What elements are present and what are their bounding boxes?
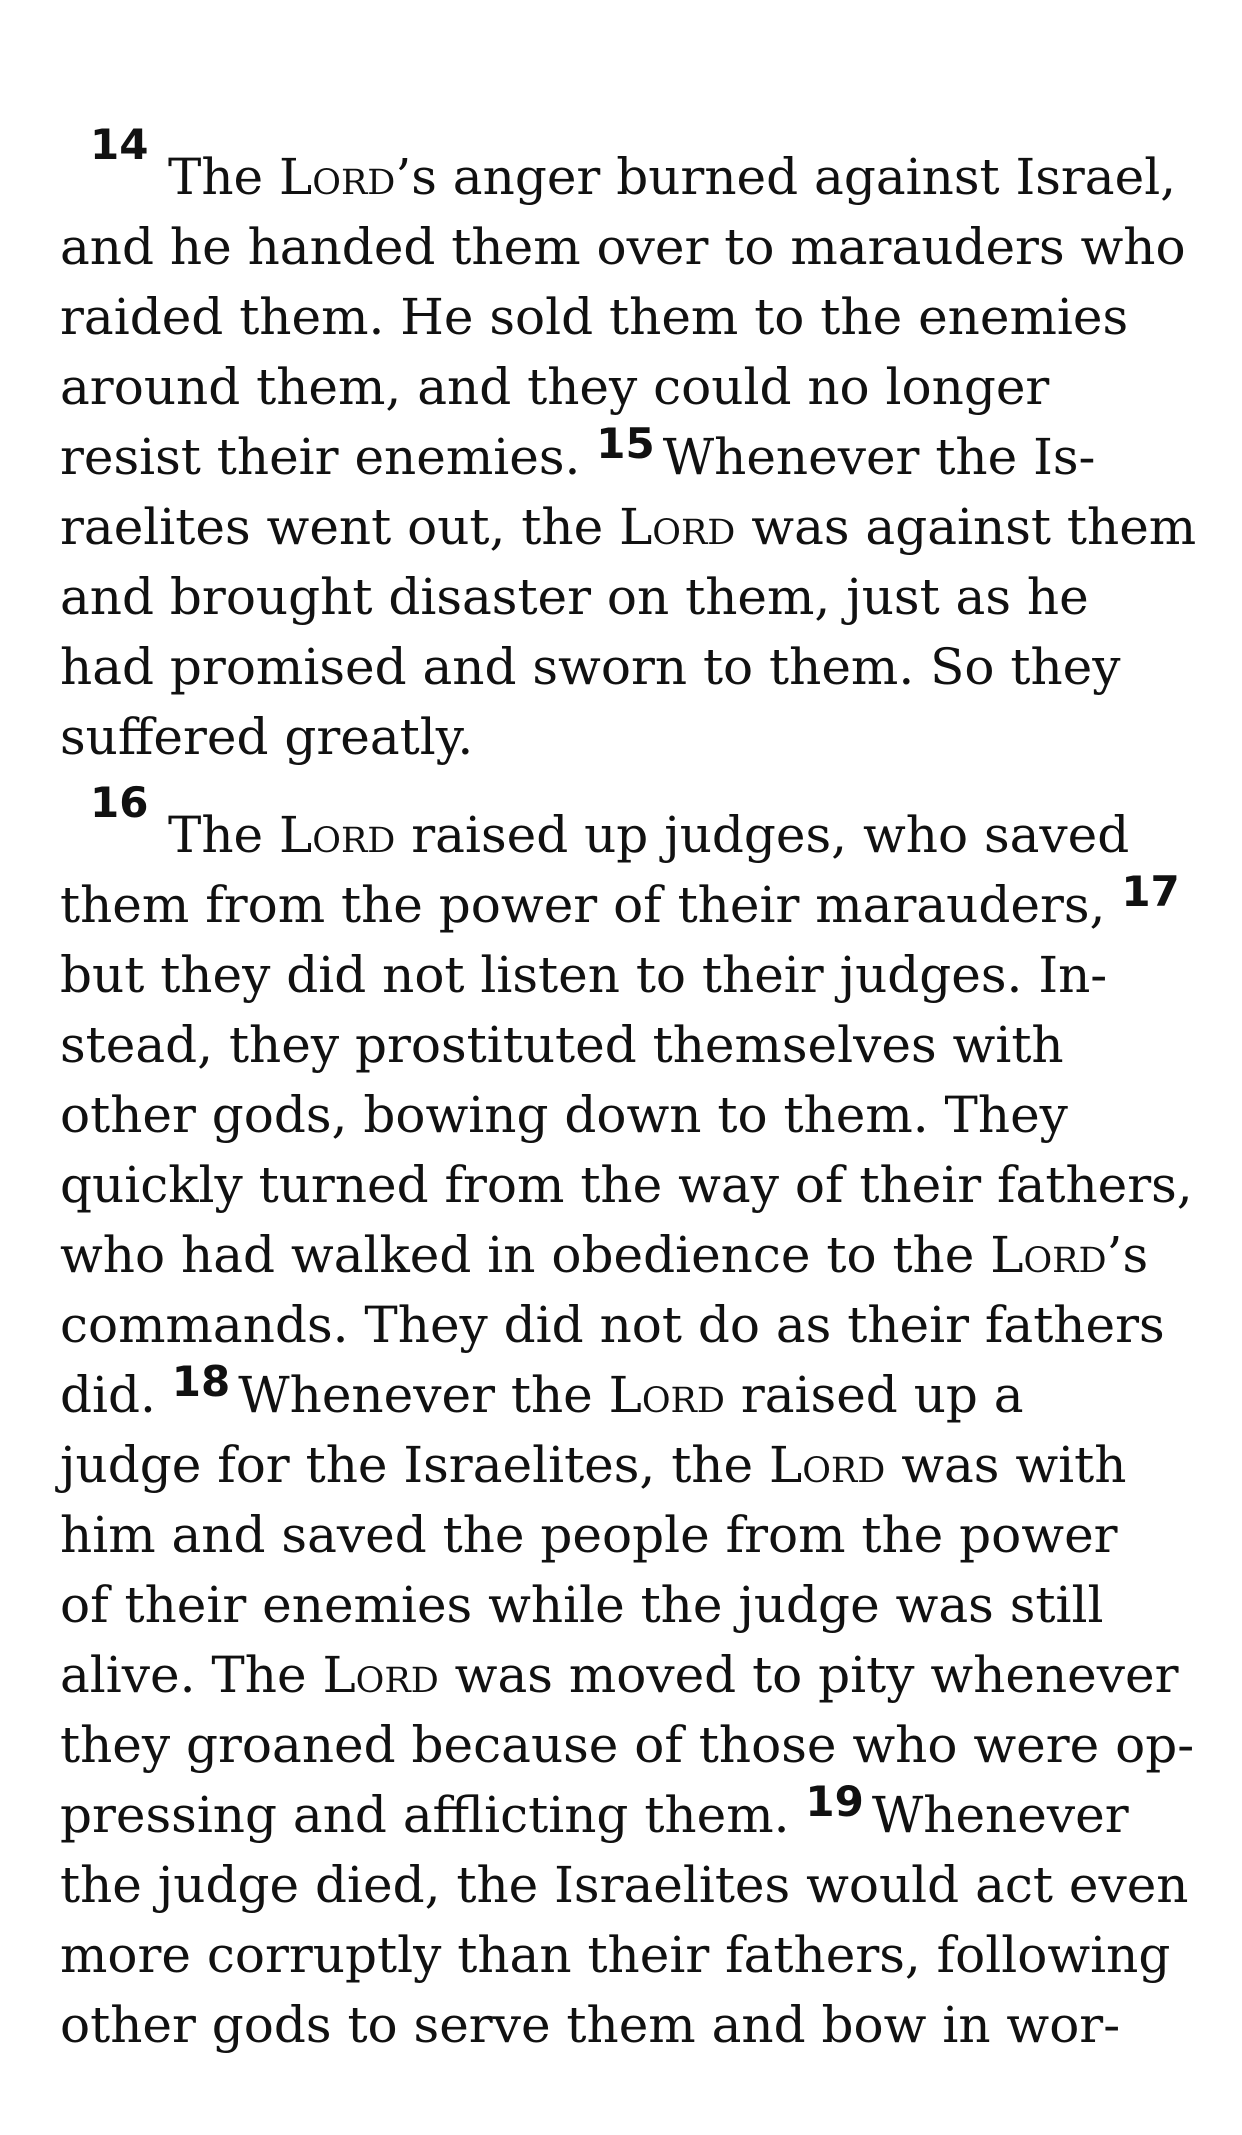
text-line: them from the power of their marauders, $^{17}$ — [60, 867, 1180, 934]
verse-number-18: 18 — [171, 1357, 231, 1406]
text-line: of their enemies while the judge was still — [60, 1576, 1104, 1634]
verse-number-17: 17 — [1121, 867, 1180, 916]
text-line: raided them. He sold them to the enemies — [60, 288, 1129, 346]
text-line: they groaned because of those who were op- — [60, 1716, 1195, 1774]
text-line: and he handed them over to marauders who — [60, 218, 1186, 276]
text-line: pressing and afflicting them. $^{19}$ Whenever — [60, 1777, 1129, 1844]
text-line: him and saved the people from the power — [60, 1506, 1118, 1564]
text-line: commands. They did not do as their fathers — [60, 1296, 1165, 1354]
text-line: The Lord raised up judges, who saved — [168, 806, 1130, 864]
verse-number-19: 19 — [805, 1777, 864, 1826]
text-line: alive. The Lord was moved to pity whenever — [60, 1646, 1179, 1704]
text-line: more corruptly than their fathers, following — [60, 1926, 1171, 1984]
text-line: other gods, bowing down to them. They — [60, 1086, 1068, 1144]
text-line: suffered greatly. — [60, 708, 474, 766]
text-line: The Lord’s anger burned against Israel, — [168, 148, 1177, 206]
text-line: did. $^{18}$ Whenever the Lord raised up a — [60, 1357, 1024, 1424]
verse-number-15: 15 — [596, 419, 655, 468]
verse-number-16: 16 — [90, 778, 149, 827]
text-line: had promised and sworn to them. So they — [60, 638, 1121, 696]
text-line: around them, and they could no longer — [60, 358, 1050, 416]
text-line: raelites went out, the Lord was against them — [60, 498, 1197, 556]
text-line: other gods to serve them and bow in wor- — [60, 1996, 1121, 2054]
text-line: and brought disaster on them, just as he — [60, 568, 1089, 626]
text-line: but they did not listen to their judges. In- — [60, 946, 1108, 1004]
text-line: judge for the Israelites, the Lord was with — [60, 1436, 1127, 1494]
text-line: stead, they prostituted themselves with — [60, 1016, 1064, 1074]
divine-name: Lord — [322, 1646, 439, 1704]
divine-name: Lord — [279, 148, 396, 206]
divine-name: Lord — [768, 1436, 886, 1494]
text-line: resist their enemies. $^{15}$ Whenever the Is- — [60, 419, 1096, 486]
divine-name: Lord — [608, 1366, 725, 1424]
text-line: who had walked in obedience to the Lord’s — [60, 1226, 1149, 1284]
divine-name: Lord — [990, 1226, 1107, 1284]
text-line: the judge died, the Israelites would act even — [60, 1856, 1189, 1914]
text-line: quickly turned from the way of their fathers, — [60, 1156, 1193, 1214]
divine-name: Lord — [279, 806, 396, 864]
verse-number-14: 14 — [90, 120, 149, 169]
divine-name: Lord — [619, 498, 736, 556]
